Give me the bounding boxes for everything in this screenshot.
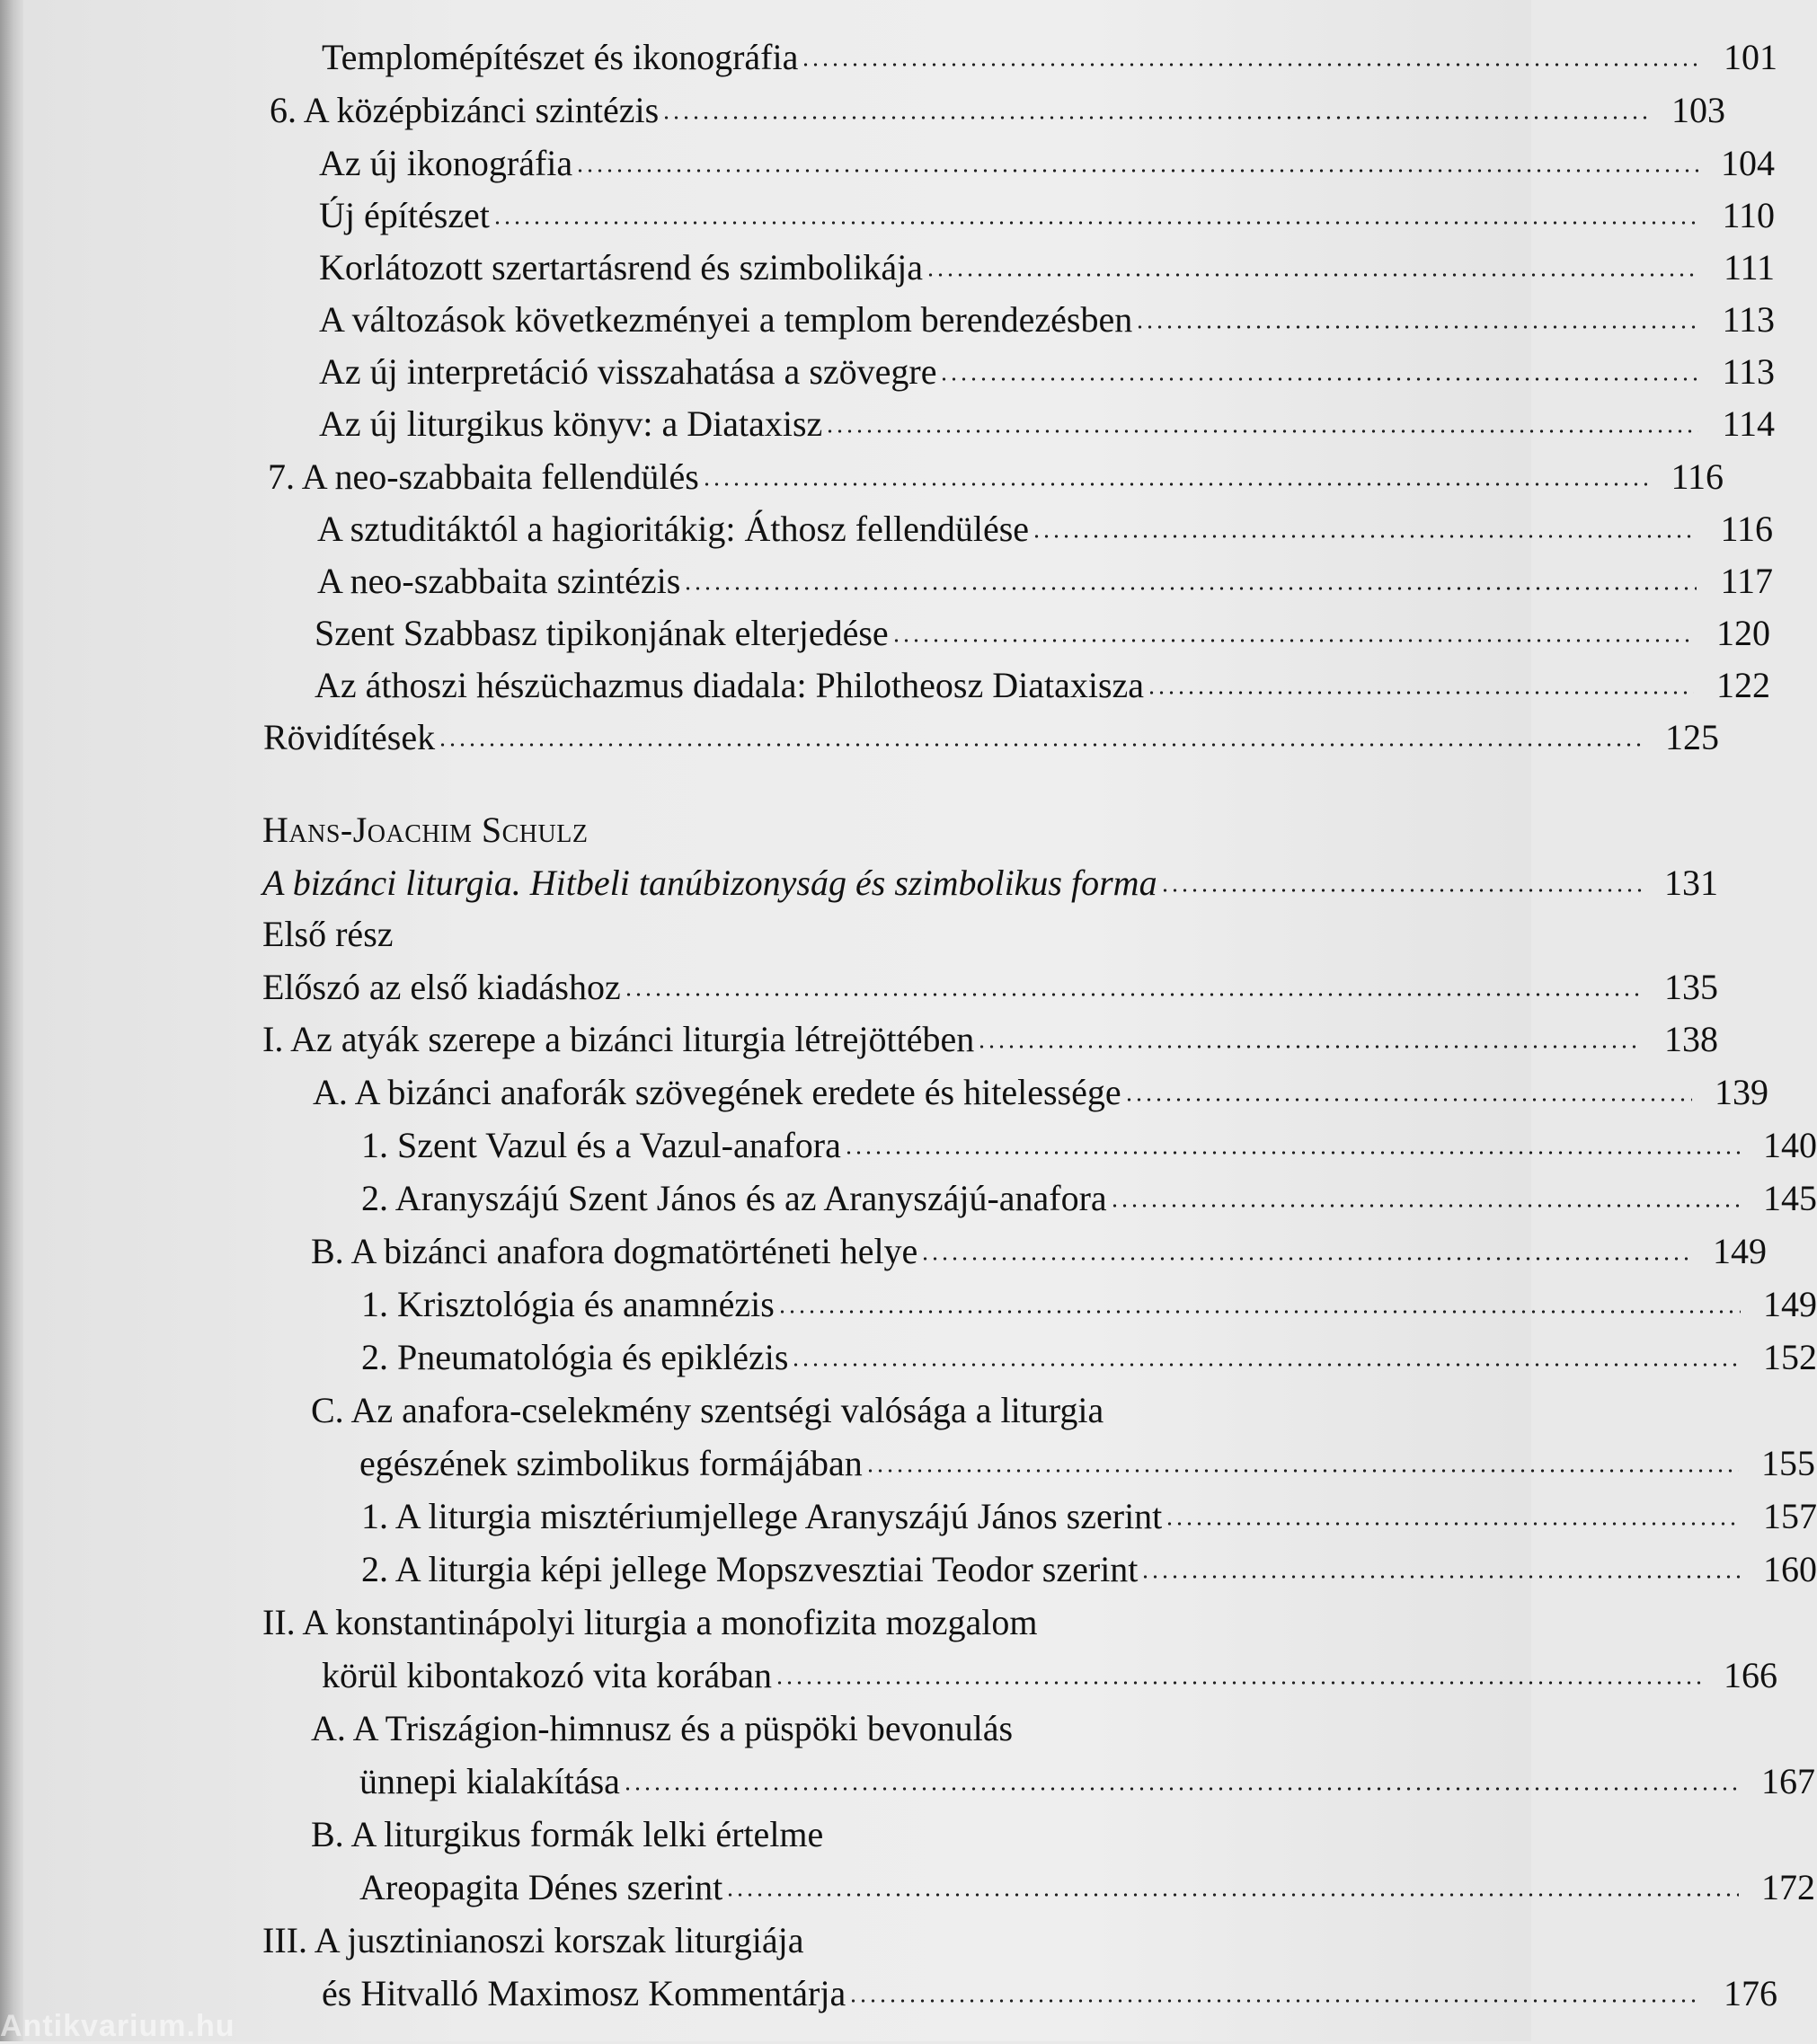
- leader-dots: [623, 1784, 1739, 1793]
- leader-dots: [661, 113, 1649, 122]
- toc-entry-page: 131: [1664, 863, 1718, 903]
- toc-entry: [0, 1334, 1817, 1381]
- toc-entry: [0, 140, 1775, 187]
- toc-entry-page: 166: [1724, 1655, 1777, 1695]
- toc-entry-page: 138: [1664, 1019, 1718, 1059]
- leader-dots: [1140, 1572, 1741, 1581]
- toc-entry: [0, 296, 1775, 343]
- toc-entry-title: Az új interpretáció visszahatása a szövegre: [319, 351, 937, 392]
- toc-entry-title: 6. A középbizánci szintézis: [270, 90, 660, 130]
- leader-dots: [801, 60, 1701, 69]
- toc-entry: [0, 964, 1718, 1011]
- toc-entry-title: Az új liturgikus könyv: a Diataxisz: [319, 403, 823, 444]
- toc-entry: [0, 1122, 1817, 1169]
- toc-entry-page: 117: [1720, 561, 1773, 601]
- leader-dots: [702, 480, 1647, 489]
- toc-entry-page: 149: [1763, 1284, 1817, 1324]
- toc-entry-title: ünnepi kialakítása: [359, 1761, 620, 1801]
- toc-entry-page: 167: [1761, 1761, 1815, 1801]
- toc-entry: [0, 1652, 1777, 1699]
- toc-entry-page: 155: [1761, 1443, 1815, 1483]
- leader-dots: [1032, 532, 1697, 541]
- toc-entry-title: Az új ikonográfia: [319, 143, 573, 183]
- toc-entry-page: 101: [1724, 37, 1777, 77]
- toc-entry: [0, 34, 1777, 81]
- toc-entry-page: 145: [1763, 1178, 1817, 1218]
- toc-entry: [0, 662, 1770, 709]
- toc-entry-page: 140: [1763, 1125, 1817, 1165]
- toc-entry: [0, 558, 1773, 605]
- leader-dots: [775, 1678, 1701, 1687]
- toc-entry-title: Areopagita Dénes szerint: [359, 1867, 723, 1907]
- toc-entry-title: B. A bizánci anafora dogmatörténeti helye: [311, 1231, 918, 1271]
- leader-dots: [920, 1254, 1690, 1263]
- toc-entry-page: 160: [1763, 1549, 1817, 1589]
- leader-dots: [791, 1360, 1741, 1369]
- toc-entry: [0, 192, 1775, 239]
- toc-entry-page: 157: [1763, 1496, 1817, 1536]
- leader-dots: [844, 1148, 1741, 1157]
- toc-entry-page: 110: [1722, 195, 1775, 235]
- toc-entry-page: 125: [1665, 717, 1719, 757]
- leader-dots: [1124, 1095, 1692, 1104]
- toc-entry-page: 149: [1713, 1231, 1767, 1271]
- toc-entry: [0, 1758, 1815, 1805]
- toc-entry-page: 113: [1722, 351, 1775, 392]
- toc-entry: [0, 401, 1775, 447]
- toc-entry-title: 7. A neo-szabbaita fellendülés: [268, 456, 699, 497]
- toc-entry-title: 2. Pneumatológia és epiklézis: [361, 1337, 789, 1377]
- toc-entry: [0, 860, 1718, 907]
- toc-entry-title: Az áthoszi hészüchazmus diadala: Philotheosz Diataxisza: [315, 665, 1145, 705]
- watermark: Antikvarium.hu: [0, 2009, 235, 2043]
- toc-entry-title: A. A bizánci anaforák szövegének eredete és hitelessége: [313, 1072, 1121, 1112]
- leader-dots: [725, 1890, 1739, 1899]
- toc-entry-title: egészének szimbolikus formájában: [359, 1443, 863, 1483]
- toc-entry-page: 116: [1720, 509, 1773, 549]
- toc-entry-title-line: A. A Triszágion-himnusz és a püspöki bevonulás: [311, 1708, 1014, 1748]
- toc-entry-page: 172: [1761, 1867, 1815, 1907]
- leader-dots: [575, 166, 1698, 175]
- leader-dots: [848, 1996, 1701, 2005]
- leader-dots: [624, 990, 1642, 999]
- toc-entry: [0, 1281, 1817, 1328]
- toc-entry-page: 176: [1724, 1973, 1777, 2013]
- leader-dots: [926, 270, 1698, 279]
- toc-entry-title-line: III. A jusztinianoszi korszak liturgiája: [262, 1920, 804, 1960]
- toc-entry: [0, 244, 1775, 291]
- toc-entry: [0, 1493, 1817, 1540]
- leader-dots: [939, 375, 1698, 384]
- toc-entry-title: A neo-szabbaita szintézis: [317, 561, 681, 601]
- toc-entry-page: 139: [1715, 1072, 1768, 1112]
- leader-dots: [1165, 1519, 1741, 1528]
- toc-entry-title-line: C. Az anafora-cselekmény szentségi valósága a liturgia: [311, 1390, 1104, 1430]
- toc-entry-title: Rövidítések: [263, 717, 436, 757]
- toc-entry: [0, 1228, 1767, 1275]
- toc-entry-title: I. Az atyák szerepe a bizánci liturgia létrejöttében: [262, 1019, 975, 1059]
- leader-dots: [777, 1307, 1741, 1316]
- leader-dots: [1135, 323, 1698, 332]
- toc-entry-page: 116: [1671, 456, 1724, 497]
- toc-entry-title: és Hitvalló Maximosz Kommentárja: [322, 1973, 846, 2013]
- toc-entry: [0, 1864, 1815, 1911]
- toc-entry: [0, 454, 1724, 500]
- toc-entry-title: 1. Szent Vazul és a Vazul-anafora: [361, 1125, 841, 1165]
- toc-entry-title-line: B. A liturgikus formák lelki értelme: [311, 1814, 824, 1854]
- leader-dots: [891, 636, 1694, 645]
- toc-entry: [0, 87, 1725, 134]
- toc-entry-title: Korlátozott szertartásrend és szimbolikája: [319, 247, 923, 288]
- toc-entry: [0, 1069, 1768, 1116]
- toc-entry-page: 120: [1716, 613, 1770, 653]
- leader-dots: [438, 740, 1643, 749]
- toc-entry: [0, 714, 1719, 761]
- toc-entry-title: A bizánci liturgia. Hitbeli tanúbizonyság és szimbolikus forma: [262, 863, 1157, 903]
- toc-entry-title: A változások következményei a templom berendezésben: [319, 299, 1133, 340]
- toc-entry-title: körül kibontakozó vita korában: [322, 1655, 772, 1695]
- toc-entry: [0, 1440, 1815, 1487]
- toc-entry-title: Templomépítészet és ikonográfia: [322, 37, 799, 77]
- part-heading: Első rész: [262, 914, 394, 954]
- toc-entry: [0, 1016, 1718, 1063]
- toc-entry-title: Előszó az első kiadáshoz: [262, 967, 621, 1007]
- leader-dots: [977, 1042, 1642, 1051]
- leader-dots: [865, 1466, 1739, 1475]
- toc-entry-page: 135: [1664, 967, 1718, 1007]
- toc-entry-page: 113: [1722, 299, 1775, 340]
- toc-entry-page: 103: [1671, 90, 1725, 130]
- toc-entry-title: 2. A liturgia képi jellege Mopszvesztiai Teodor szerint: [361, 1549, 1139, 1589]
- leader-dots: [492, 218, 1698, 227]
- leader-dots: [1110, 1201, 1741, 1210]
- leader-dots: [683, 584, 1697, 593]
- toc-entry-title: A sztuditáktól a hagioritákig: Áthosz fellendülése: [317, 509, 1030, 549]
- toc-entry: [0, 610, 1770, 657]
- toc-entry-page: 114: [1722, 403, 1775, 444]
- toc-entry-title: Szent Szabbasz tipikonjának elterjedése: [315, 613, 889, 653]
- toc-entry: [0, 349, 1775, 395]
- leader-dots: [1147, 688, 1694, 697]
- toc-entry-title: 2. Aranyszájú Szent János és az Aranyszájú-anafora: [361, 1178, 1107, 1218]
- toc-entry-page: 152: [1763, 1337, 1817, 1377]
- toc-entry: [0, 1175, 1817, 1222]
- toc-entry-page: 122: [1716, 665, 1770, 705]
- author-name: Hans-Joachim Schulz: [262, 810, 589, 850]
- toc-entry-title: Új építészet: [319, 195, 490, 235]
- leader-dots: [825, 427, 1698, 436]
- toc-entry-title: 1. Krisztológia és anamnézis: [361, 1284, 775, 1324]
- toc-entry-page: 111: [1723, 247, 1775, 288]
- toc-entry-title: 1. A liturgia misztériumjellege Aranyszájú János szerint: [361, 1496, 1163, 1536]
- toc-entry-page: 104: [1721, 143, 1775, 183]
- toc-entry-title-line: II. A konstantinápolyi liturgia a monofizita mozgalom: [262, 1602, 1038, 1642]
- leader-dots: [1160, 886, 1642, 895]
- toc-entry: [0, 506, 1773, 553]
- toc-entry: [0, 1546, 1817, 1593]
